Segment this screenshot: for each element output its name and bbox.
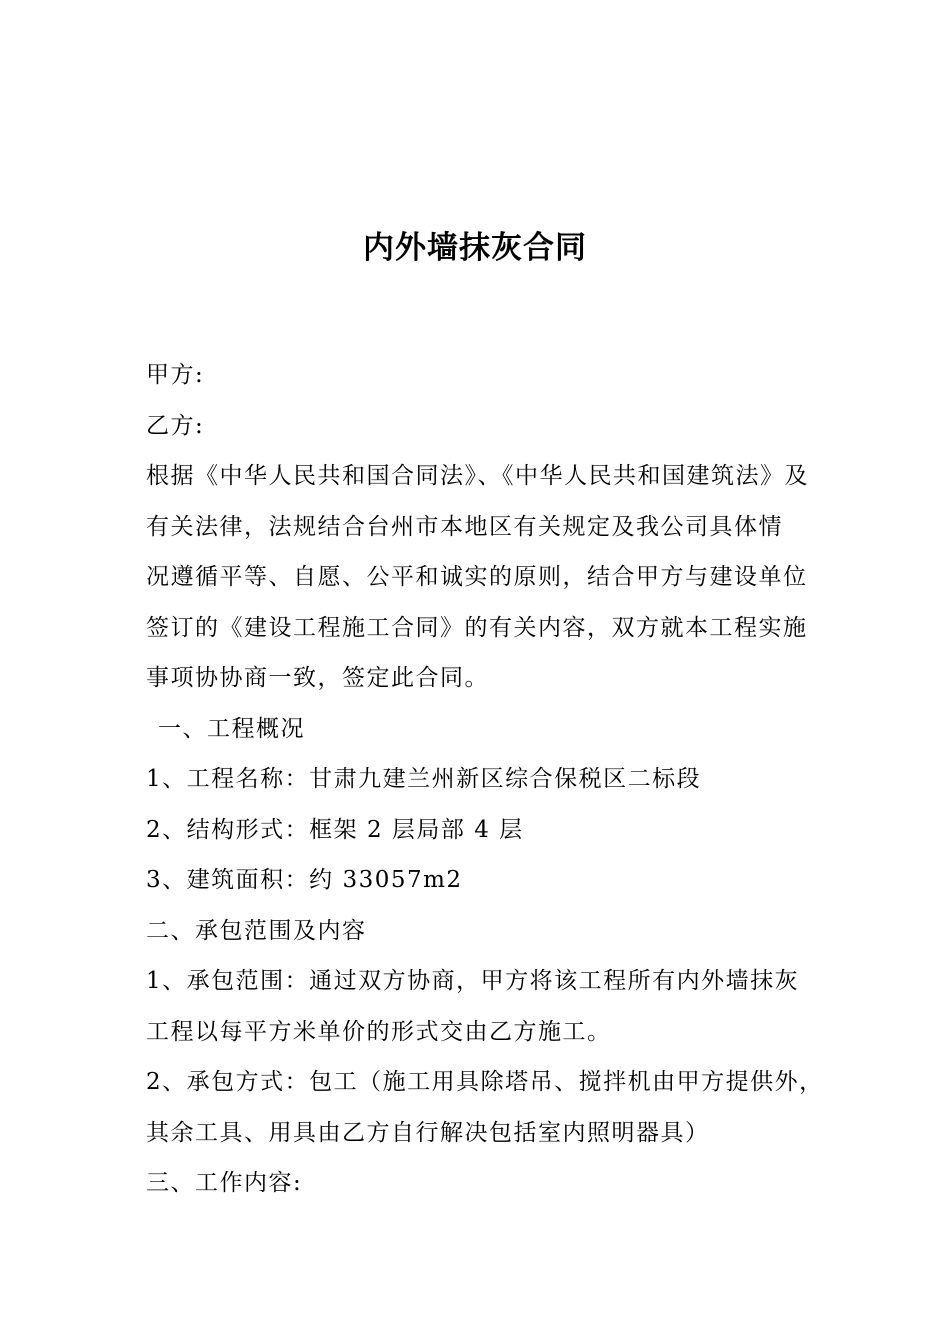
preamble-line-1: 根据《中华人民共和国合同法》、《中华人民共和国建筑法》及 — [146, 463, 809, 489]
section-heading-work-content: 三、工作内容: — [146, 1170, 303, 1196]
preamble-line-2: 有关法律，法规结合台州市本地区有关规定及我公司具体情 — [146, 513, 783, 540]
section-heading-scope: 二、承包范围及内容 — [146, 917, 367, 944]
building-area-line: 3、建筑面积：约 33057m2 — [146, 867, 463, 893]
document-body — [146, 350, 824, 1209]
preamble-line-3: 况遵循平等、自愿、公平和诚实的原则，结合甲方与建设单位 — [146, 564, 808, 590]
structure-type-line: 2、结构形式：框架 2 层局部 4 层 — [146, 816, 524, 843]
section-heading-project-overview: 一、工程概况 — [158, 715, 305, 742]
project-name-line: 1、工程名称：甘肃九建兰州新区综合保税区二标段 — [146, 766, 702, 792]
scope-line-1: 1、承包范围：通过双方协商，甲方将该工程所有内外墙抹灰 — [146, 968, 800, 994]
contract-method-line-1: 2、承包方式：包工（施工用具除塔吊、搅拌机由甲方提供外， — [146, 1069, 824, 1095]
preamble-line-4: 签订的《建设工程施工合同》的有关内容，双方就本工程实施 — [146, 614, 808, 641]
scope-line-2: 工程以每平方米单价的形式交由乙方施工。 — [146, 1018, 612, 1045]
document-title: 内外墙抹灰合同 — [363, 230, 587, 266]
preamble-line-5: 事项协协商一致，签定此合同。 — [146, 665, 489, 691]
party-b-line: 乙方: — [146, 412, 205, 439]
contract-method-line-2: 其余工具、用具由乙方自行解决包括室内照明器具） — [146, 1119, 710, 1146]
party-a-line: 甲方: — [146, 362, 205, 388]
